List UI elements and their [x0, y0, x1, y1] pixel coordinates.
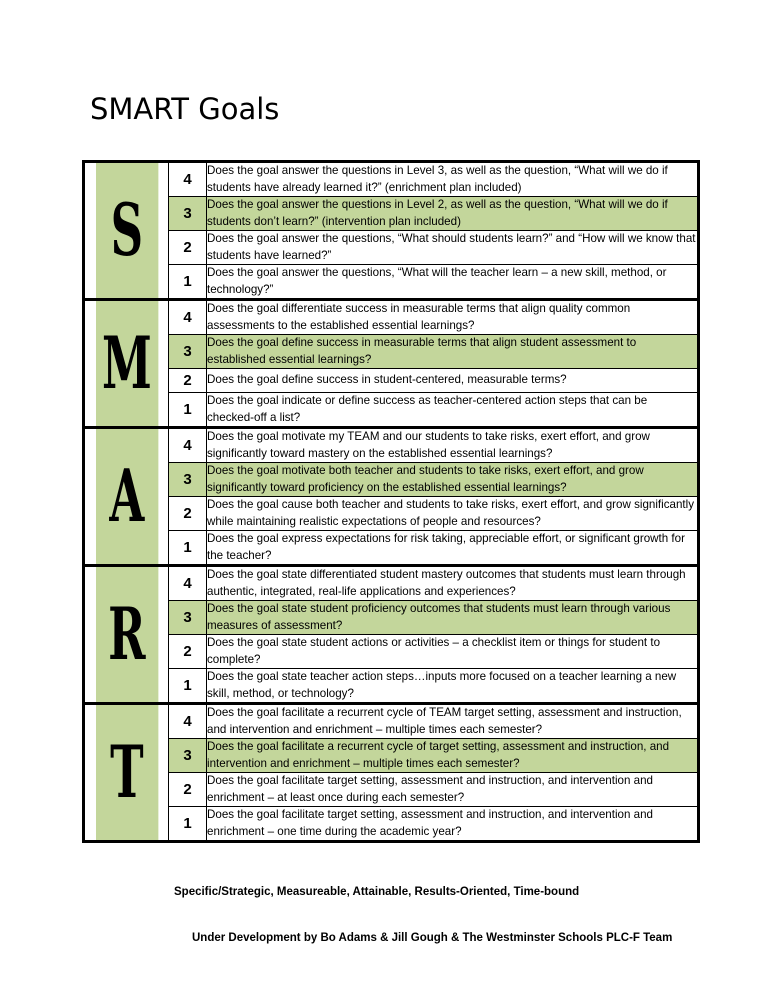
smart-letter-text: S [110, 188, 143, 273]
level-number: 3 [169, 335, 207, 369]
criterion-question: Does the goal motivate both teacher and students to take risks, exert effort, and grow significantly toward proficiency on the established essential learnings? [207, 463, 699, 497]
table-row [84, 162, 699, 197]
level-number: 2 [169, 231, 207, 265]
criterion-question: Does the goal facilitate a recurrent cycle of TEAM target setting, assessment and instruction, and intervention and enrichment – multiple times each semester? [207, 704, 699, 739]
criterion-question: Does the goal state teacher action steps…inputs more focused on a teacher learning a new skill, method, or technology? [207, 669, 699, 704]
table-row [84, 497, 699, 531]
table-row [84, 704, 699, 739]
level-number: 2 [169, 497, 207, 531]
level-number: 4 [169, 428, 207, 463]
smart-letter-s [94, 162, 158, 300]
criterion-question: Does the goal facilitate a recurrent cycle of target setting, assessment and instruction, and intervention and enrichment – multiple times each semester? [207, 739, 699, 773]
table-row [84, 231, 699, 265]
level-number: 3 [169, 197, 207, 231]
criterion-question: Does the goal cause both teacher and students to take risks, exert effort, and grow significantly while maintaining realistic expectations of people and resources? [207, 497, 699, 531]
smart-letter-text: M [101, 321, 152, 406]
criterion-question: Does the goal answer the questions in Level 2, as well as the question, “What will we do if students don’t learn?” (intervention plan included) [207, 197, 699, 231]
table-row [84, 531, 699, 566]
criterion-question: Does the goal answer the questions, “What will the teacher learn – a new skill, method, or technology?” [207, 265, 699, 300]
acronym-legend: Specific/Strategic, Measureable, Attainable, Results-Oriented, Time-bound [174, 886, 580, 898]
table-row [84, 428, 699, 463]
criterion-question: Does the goal define success in student-centered, measurable terms? [207, 369, 699, 393]
criterion-question: Does the goal differentiate success in measurable terms that align quality common assessments to the established essential learnings? [207, 300, 699, 335]
smart-letter-r [94, 566, 158, 704]
table-row [84, 669, 699, 704]
criterion-question: Does the goal state student actions or activities – a checklist item or things for student to complete? [207, 635, 699, 669]
level-number: 3 [169, 739, 207, 773]
criterion-question: Does the goal facilitate target setting, assessment and instruction, and intervention and enrichment – one time during the academic year? [207, 807, 699, 842]
level-number: 2 [169, 635, 207, 669]
smart-letter-text: A [108, 454, 144, 539]
level-number: 1 [169, 531, 207, 566]
level-number: 4 [169, 704, 207, 739]
table-row [84, 369, 699, 393]
smart-letter-a [94, 428, 158, 566]
criterion-question: Does the goal state differentiated student mastery outcomes that students must learn through authentic, integrated, real-life applications and experiences? [207, 566, 699, 601]
level-number: 4 [169, 566, 207, 601]
level-number: 4 [169, 162, 207, 197]
criterion-question: Does the goal define success in measurable terms that align student assessment to established essential learnings? [207, 335, 699, 369]
table-row [84, 335, 699, 369]
table-row [84, 739, 699, 773]
criterion-question: Does the goal indicate or define success as teacher-centered action steps that can be checked-off a list? [207, 393, 699, 428]
smart-goals-table [82, 160, 700, 843]
smart-goals-body [84, 162, 699, 842]
smart-letter-text: T [109, 730, 144, 815]
table-row [84, 463, 699, 497]
table-row [84, 393, 699, 428]
smart-letter-m [94, 300, 158, 428]
criterion-question: Does the goal answer the questions in Level 3, as well as the question, “What will we do if students have already learned it?” (enrichment plan included) [207, 162, 699, 197]
level-number: 1 [169, 393, 207, 428]
level-number: 1 [169, 807, 207, 842]
table-row [84, 773, 699, 807]
smart-letter-text: R [107, 592, 146, 677]
criterion-question: Does the goal state student proficiency outcomes that students must learn through various measures of assessment? [207, 601, 699, 635]
level-number: 3 [169, 601, 207, 635]
table-row [84, 566, 699, 601]
criterion-question: Does the goal express expectations for risk taking, appreciable effort, or significant growth for the teacher? [207, 531, 699, 566]
smart-letter-t [94, 704, 158, 842]
level-number: 2 [169, 773, 207, 807]
level-number: 1 [169, 669, 207, 704]
level-number: 1 [169, 265, 207, 300]
table-row [84, 635, 699, 669]
table-row [84, 300, 699, 335]
level-number: 4 [169, 300, 207, 335]
criterion-question: Does the goal answer the questions, “What should students learn?” and “How will we know that students have learned?” [207, 231, 699, 265]
level-number: 2 [169, 369, 207, 393]
page-title: SMART Goals [90, 92, 280, 126]
credit-line: Under Development by Bo Adams & Jill Gough & The Westminster Schools PLC-F Team [192, 932, 673, 944]
table-row [84, 265, 699, 300]
criterion-question: Does the goal motivate my TEAM and our students to take risks, exert effort, and grow significantly toward mastery on the established essential learnings? [207, 428, 699, 463]
criterion-question: Does the goal facilitate target setting, assessment and instruction, and intervention and enrichment – at least once during each semester? [207, 773, 699, 807]
table-row [84, 807, 699, 842]
level-number: 3 [169, 463, 207, 497]
table-row [84, 197, 699, 231]
table-row [84, 601, 699, 635]
